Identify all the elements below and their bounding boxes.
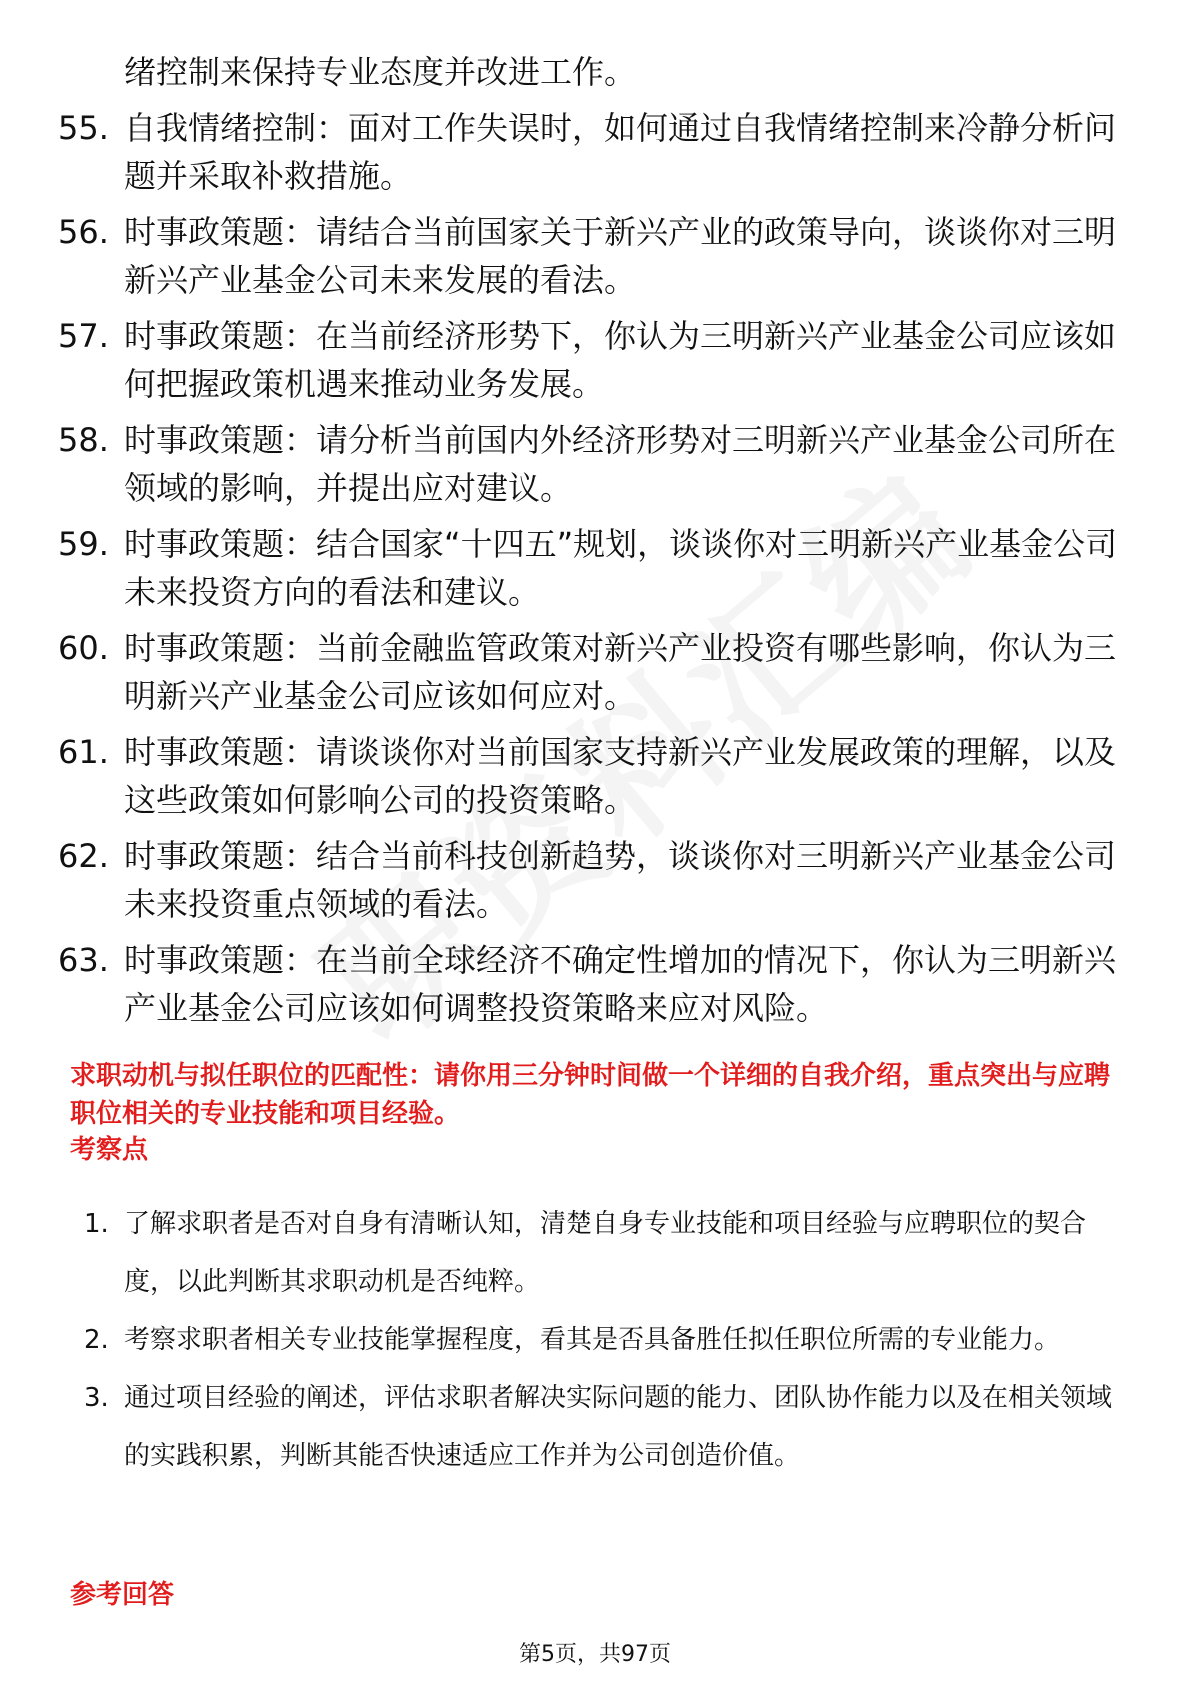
examine-points [84, 1195, 1124, 1485]
list-item [58, 728, 1138, 824]
question-list [58, 48, 1138, 1040]
answer-heading: 参考回答 [70, 1580, 175, 1610]
item-text: 时事政策题：请谈谈你对当前国家支持新兴产业发展政策的理解，以及这些政策如何影响公司的投资策略。 [124, 733, 1117, 819]
item-number: 62. [58, 837, 109, 875]
item-number: 59. [58, 525, 109, 563]
item-text: 时事政策题：在当前经济形势下，你认为三明新兴产业基金公司应该如何把握政策机遇来推动业务发展。 [124, 317, 1117, 403]
list-item [58, 832, 1138, 928]
item-text: 时事政策题：在当前全球经济不确定性增加的情况下，你认为三明新兴产业基金公司应该如何调整投资策略来应对风险。 [124, 941, 1117, 1027]
item-text: 时事政策题：请结合当前国家关于新兴产业的政策导向，谈谈你对三明新兴产业基金公司未来发展的看法。 [124, 213, 1117, 299]
list-item [84, 1195, 1124, 1311]
item-number: 60. [58, 629, 109, 667]
item-text: 了解求职者是否对自身有清晰认知，清楚自身专业技能和项目经验与应聘职位的契合度，以此判断其求职动机是否纯粹。 [124, 1209, 1087, 1297]
list-item [84, 1369, 1124, 1485]
section-title: 求职动机与拟任职位的匹配性：请你用三分钟时间做一个详细的自我介绍，重点突出与应聘职位相关的专业技能和项目经验。 [70, 1061, 1111, 1129]
item-number: 56. [58, 213, 109, 251]
item-text: 考察求职者相关专业技能掌握程度，看其是否具备胜任拟任职位所需的专业能力。 [124, 1325, 1061, 1355]
list-item [58, 520, 1138, 616]
item-number: 61. [58, 733, 109, 771]
list-item [58, 208, 1138, 304]
item-text: 时事政策题：结合当前科技创新趋势，谈谈你对三明新兴产业基金公司未来投资重点领域的看法。 [124, 837, 1117, 923]
item-number: 63. [58, 941, 109, 979]
list-item [58, 416, 1138, 512]
item-number: 58. [58, 421, 109, 459]
item-number: 3. [84, 1383, 109, 1413]
item-number: 2. [84, 1325, 109, 1355]
item-number: 57. [58, 317, 109, 355]
examine-heading: 考察点 [70, 1135, 149, 1165]
list-item [58, 936, 1138, 1032]
item-number: 55. [58, 109, 109, 147]
list-item [58, 48, 1138, 96]
list-item [58, 312, 1138, 408]
list-item [84, 1311, 1124, 1369]
item-text: 时事政策题：请分析当前国内外经济形势对三明新兴产业基金公司所在领域的影响，并提出应对建议。 [124, 421, 1117, 507]
item-number: 1. [84, 1209, 109, 1239]
item-text: 时事政策题：当前金融监管政策对新兴产业投资有哪些影响，你认为三明新兴产业基金公司应该如何应对。 [124, 629, 1117, 715]
page-number: 第5页，共97页 [519, 1642, 671, 1667]
list-item [58, 624, 1138, 720]
list-item [58, 104, 1138, 200]
item-text: 时事政策题：结合国家“十四五”规划，谈谈你对三明新兴产业基金公司未来投资方向的看法和建议。 [124, 525, 1118, 611]
item-text: 自我情绪控制：面对工作失误时，如何通过自我情绪控制来冷静分析问题并采取补救措施。 [124, 109, 1117, 195]
item-text: 通过项目经验的阐述，评估求职者解决实际问题的能力、团队协作能力以及在相关领域的实践积累，判断其能否快速适应工作并为公司创造价值。 [124, 1383, 1113, 1471]
continuation-text: 绪控制来保持专业态度并改进工作。 [124, 53, 637, 91]
